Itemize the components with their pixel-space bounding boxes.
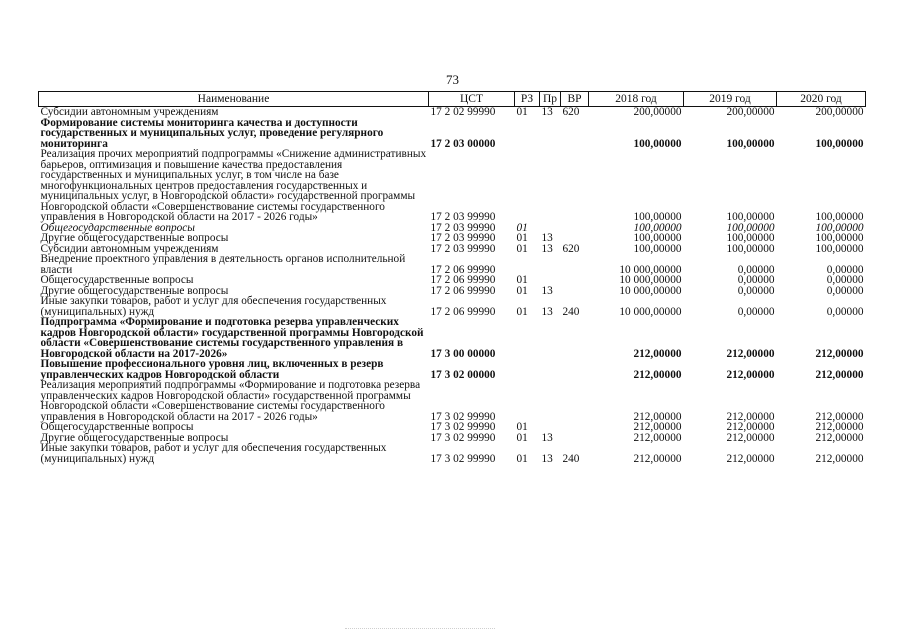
- row-2018: 100,00000: [633, 242, 682, 255]
- row-2020: 0,00000: [826, 284, 864, 297]
- row-cst: 17 2 03 99990: [430, 242, 496, 255]
- row-vr: [561, 149, 589, 223]
- row-2019: 212,00000: [726, 452, 775, 465]
- row-name: Субсидии автономным учреждениям: [40, 106, 219, 118]
- row-2019: 212,00000: [726, 421, 775, 433]
- table-row: [39, 380, 866, 422]
- header-2020: 2020 год: [777, 92, 866, 107]
- header-2018: 2018 год: [589, 92, 684, 107]
- row-rz: 01: [516, 421, 528, 433]
- row-rz: 01: [516, 305, 528, 318]
- row-vr: 620: [562, 242, 580, 255]
- row-2020: 100,00000: [815, 232, 864, 244]
- row-2020: 100,00000: [815, 221, 864, 234]
- row-rz: 01: [516, 452, 528, 465]
- row-2020: 212,00000: [815, 452, 864, 465]
- row-cst: 17 3 02 99990: [430, 421, 496, 433]
- row-vr: [561, 254, 589, 275]
- row-2018: 212,00000: [633, 431, 682, 444]
- row-2019: 100,00000: [726, 211, 775, 223]
- row-vr: [561, 359, 589, 380]
- row-2019: 0,00000: [737, 274, 775, 286]
- row-vr: 240: [562, 452, 580, 465]
- row-2020: 0,00000: [826, 274, 864, 286]
- row-rz: [515, 254, 540, 275]
- row-rz: 01: [516, 106, 528, 118]
- row-name: Внедрение проектного управления в деятельность органов исполнительной власти: [40, 253, 406, 276]
- row-2019: 212,00000: [726, 431, 775, 444]
- scan-artifact: [345, 628, 495, 632]
- row-pr: 13: [541, 431, 553, 444]
- table-row: [39, 317, 866, 359]
- row-2018: 100,00000: [633, 221, 682, 234]
- row-2020: 200,00000: [815, 106, 864, 118]
- row-2018: 10 000,00000: [619, 305, 682, 318]
- row-2018: 200,00000: [633, 106, 682, 118]
- row-rz: 01: [516, 221, 528, 234]
- row-pr: [540, 359, 561, 380]
- row-vr: [561, 233, 589, 244]
- table-row: [39, 233, 866, 244]
- row-name: Общегосударственные вопросы: [40, 221, 195, 234]
- row-name: Иные закупки товаров, работ и услуг для обеспечения государственных (муниципальных) нужд: [40, 295, 387, 318]
- table-row: [39, 254, 866, 275]
- row-rz: 01: [516, 431, 528, 444]
- header-pr: Пр: [540, 92, 561, 107]
- row-2018: 10 000,00000: [619, 284, 682, 297]
- row-rz: [515, 317, 540, 359]
- table-row: [39, 118, 866, 150]
- row-2018: 100,00000: [633, 137, 682, 150]
- row-2018: 212,00000: [633, 347, 682, 360]
- row-2019: 212,00000: [726, 347, 775, 360]
- row-pr: [540, 118, 561, 150]
- row-pr: 13: [541, 452, 553, 465]
- row-name: Другие общегосударственные вопросы: [40, 431, 229, 444]
- table-row: [39, 422, 866, 433]
- row-pr: [540, 149, 561, 223]
- row-2020: 212,00000: [815, 431, 864, 444]
- row-pr: 13: [541, 242, 553, 255]
- row-2019: 0,00000: [737, 284, 775, 297]
- row-vr: [561, 286, 589, 297]
- page-number: 73: [446, 72, 459, 87]
- row-cst: 17 3 02 99990: [430, 452, 496, 465]
- row-vr: [561, 433, 589, 444]
- row-2020: 212,00000: [815, 368, 864, 381]
- table-row: [39, 296, 866, 317]
- row-cst: 17 2 06 99990: [430, 284, 496, 297]
- row-pr: [540, 317, 561, 359]
- row-pr: 13: [541, 305, 553, 318]
- row-vr: [561, 118, 589, 150]
- row-cst: 17 2 06 99990: [430, 263, 496, 276]
- row-vr: [561, 317, 589, 359]
- table-row: [39, 149, 866, 223]
- row-rz: 01: [516, 274, 528, 286]
- row-rz: 01: [516, 232, 528, 244]
- row-cst: 17 2 03 99990: [430, 211, 496, 223]
- row-cst: 17 2 06 99990: [430, 274, 496, 286]
- header-name: Наименование: [39, 92, 429, 107]
- row-rz: 01: [516, 284, 528, 297]
- row-pr: [540, 380, 561, 422]
- row-rz: [515, 380, 540, 422]
- row-name: Формирование системы мониторинга качества и доступности государственных и муниципальных услуг, проведение регулярного мониторинга: [40, 116, 384, 150]
- row-2019: 0,00000: [737, 305, 775, 318]
- row-cst: 17 2 03 99990: [430, 232, 496, 244]
- row-2018: 212,00000: [633, 368, 682, 381]
- row-pr: 13: [541, 232, 553, 244]
- row-cst: 17 3 00 00000: [430, 347, 496, 360]
- header-rz: РЗ: [515, 92, 540, 107]
- row-2018: 212,00000: [633, 421, 682, 433]
- row-2020: 212,00000: [815, 421, 864, 433]
- row-rz: [515, 149, 540, 223]
- row-name: Иные закупки товаров, работ и услуг для обеспечения государственных (муниципальных) нужд: [40, 442, 387, 465]
- row-name: Другие общегосударственные вопросы: [40, 284, 229, 297]
- row-cst: 17 3 02 00000: [430, 368, 496, 381]
- row-2020: 100,00000: [815, 137, 864, 150]
- row-name: Общегосударственные вопросы: [40, 274, 194, 286]
- header-2019: 2019 год: [684, 92, 777, 107]
- row-name: Подпрограмма «Формирование и подготовка резерва управленческих кадров Новгородской области» государственной программы Новгородской области «Совершенствование системы государственного управления в Новгородской области на 2017-2026»: [40, 316, 424, 360]
- row-vr: [561, 422, 589, 433]
- row-2018: 10 000,00000: [619, 274, 682, 286]
- row-2020: 100,00000: [815, 211, 864, 223]
- row-2019: 0,00000: [737, 263, 775, 276]
- row-cst: 17 2 03 00000: [430, 137, 496, 150]
- row-vr: [561, 223, 589, 234]
- row-2019: 100,00000: [726, 221, 775, 234]
- row-2020: 212,00000: [815, 410, 864, 423]
- row-pr: 13: [541, 106, 553, 118]
- row-2018: 100,00000: [633, 232, 682, 244]
- table-row: [39, 107, 866, 118]
- row-2018: 212,00000: [633, 452, 682, 465]
- row-cst: 17 3 02 99990: [430, 410, 496, 423]
- row-rz: [515, 359, 540, 380]
- row-cst: 17 2 06 99990: [430, 305, 496, 318]
- row-2019: 200,00000: [726, 106, 775, 118]
- row-2019: 100,00000: [726, 242, 775, 255]
- row-2020: 100,00000: [815, 242, 864, 255]
- row-name: Субсидии автономным учреждениям: [40, 242, 219, 255]
- table-row: [39, 359, 866, 380]
- row-cst: 17 2 03 99990: [430, 221, 496, 234]
- table-row: [39, 275, 866, 286]
- row-pr: [540, 422, 561, 433]
- row-rz: [515, 118, 540, 150]
- row-name: Повышение профессионального уровня лиц, включенных в резерв управленческих кадров Новгородской области: [40, 358, 384, 381]
- row-2018: 10 000,00000: [619, 263, 682, 276]
- row-2019: 100,00000: [726, 232, 775, 244]
- row-2020: 0,00000: [826, 305, 864, 318]
- row-pr: [540, 254, 561, 275]
- row-cst: 17 3 02 99990: [430, 431, 496, 444]
- row-rz: 01: [516, 242, 528, 255]
- row-2019: 212,00000: [726, 410, 775, 423]
- row-2019: 100,00000: [726, 137, 775, 150]
- row-pr: [540, 275, 561, 286]
- row-name: Реализация мероприятий подпрограммы «Формирование и подготовка резерва управленческих кадров Новгородской области» государственной программы Новгородской области «Совершенствование системы государственного управления в Новгородской области на 2017 - 2026 годы»: [40, 379, 421, 423]
- row-2019: 212,00000: [726, 368, 775, 381]
- row-2020: 0,00000: [826, 263, 864, 276]
- row-vr: 620: [562, 106, 580, 118]
- header-vr: ВР: [561, 92, 589, 107]
- row-name: Реализация прочих мероприятий подпрограммы «Снижение административных барьеров, оптимизация и повышение качества предоставления государственных и муниципальных услуг, в том числе на базе многофункциональных центров предоставления государственных и муниципальных услуг, в Новгородской области» государственной программы Новгородской области «Совершенствование системы государственного управления в Новгородской области на 2017 - 2026 годы»: [40, 148, 427, 223]
- table-header-row: [39, 92, 866, 107]
- row-pr: 13: [541, 284, 553, 297]
- row-2018: 212,00000: [633, 410, 682, 423]
- row-2020: 212,00000: [815, 347, 864, 360]
- row-name: Другие общегосударственные вопросы: [40, 232, 229, 244]
- header-cst: ЦСТ: [429, 92, 515, 107]
- row-vr: [561, 275, 589, 286]
- row-cst: 17 2 02 99990: [430, 106, 496, 118]
- budget-table: [38, 91, 866, 464]
- row-name: Общегосударственные вопросы: [40, 421, 194, 433]
- row-vr: 240: [562, 305, 580, 318]
- table-row: [39, 443, 866, 464]
- row-2018: 100,00000: [633, 211, 682, 223]
- row-vr: [561, 380, 589, 422]
